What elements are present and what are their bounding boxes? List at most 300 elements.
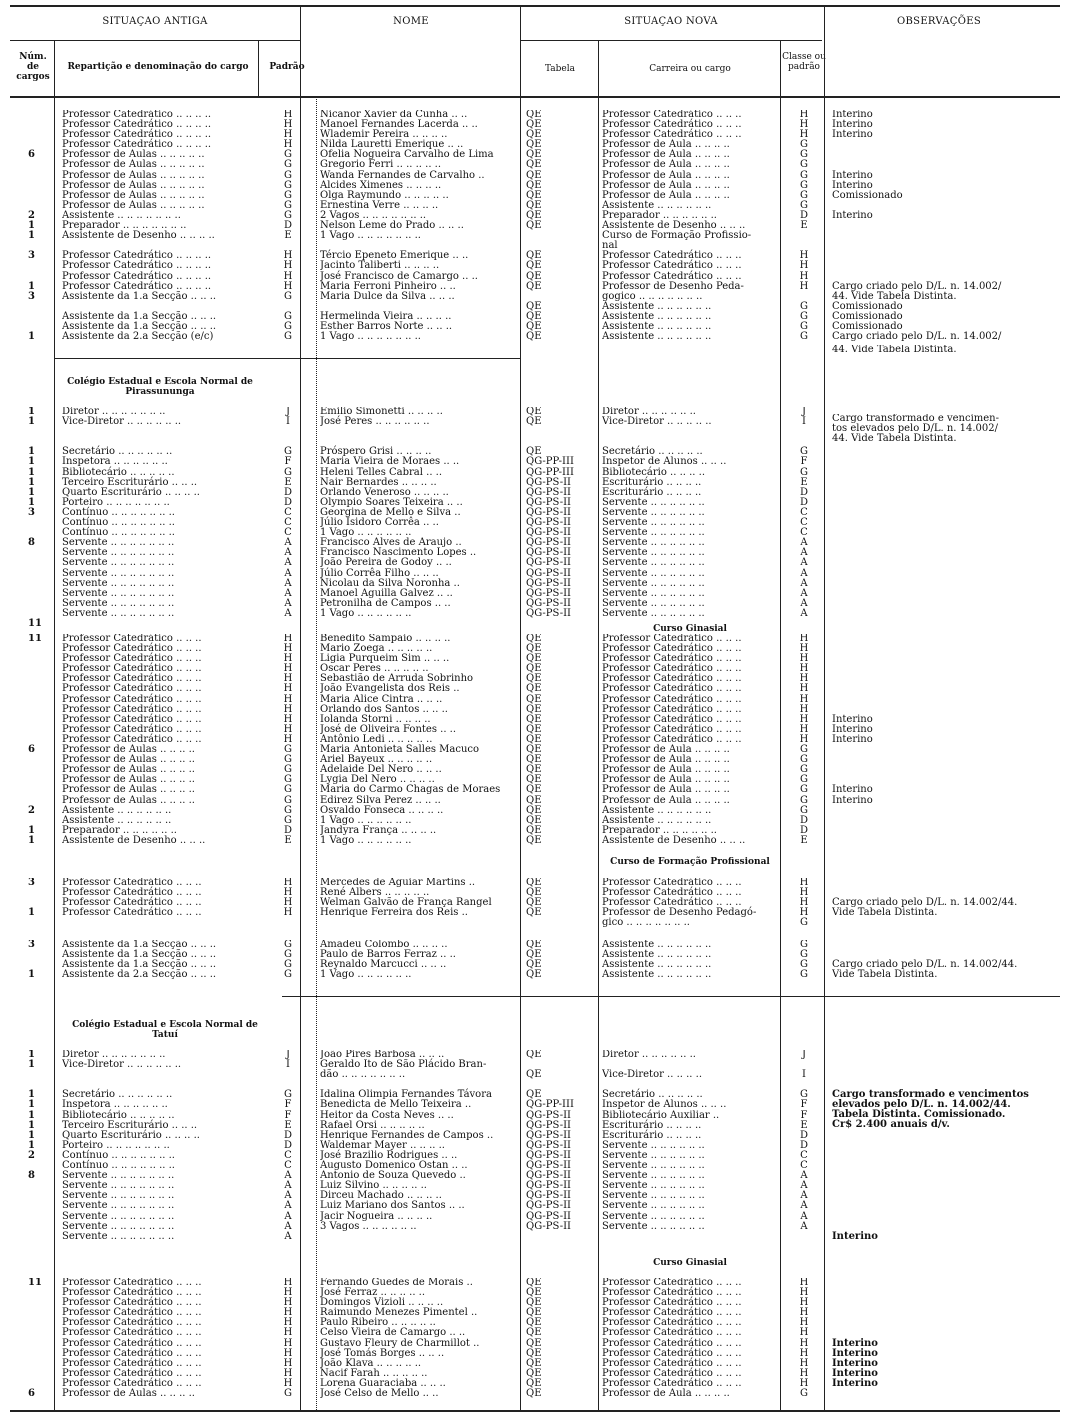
table-cell: [526, 427, 596, 437]
table-cell: I: [286, 416, 290, 428]
table-cell: Dirceu Machado .. .. .. ..: [320, 1190, 442, 1202]
table-cell: Professor de Aulas .. .. .. ..: [62, 774, 195, 786]
table-cell: Próspero Grisi .. .. .. ..: [320, 446, 432, 458]
table-cell: Vice-Diretor .. .. .. .. ..: [602, 416, 712, 428]
table-cell: 1: [28, 1139, 35, 1151]
table-cell: Francisco Alves de Araujo ..: [320, 537, 462, 549]
block3-nome: [320, 634, 516, 846]
table-cell: G: [284, 1388, 292, 1400]
table-cell: Servente .. .. .. .. .. .. ..: [62, 1230, 175, 1242]
table-cell: QE: [526, 683, 542, 695]
table-cell: Bibliotecário Auxiliar ..: [602, 1109, 720, 1121]
table-cell: 1: [28, 220, 35, 232]
table-cell: Cargo transformado e vencimentos: [832, 1089, 1029, 1101]
table-cell: H: [799, 1357, 809, 1369]
block1-observacoes: [832, 110, 1064, 342]
table-cell: Petronilha de Campos .. ..: [320, 597, 451, 609]
table-cell: Professor Catedrático .. .. ..: [602, 250, 742, 262]
table-cell: [28, 261, 56, 271]
table-cell: [832, 1151, 1064, 1161]
table-cell: QE: [526, 1347, 542, 1359]
table-cell: H: [799, 663, 809, 675]
table-cell: Tércio Epeneto Emerique .. ..: [320, 250, 469, 262]
table-cell: 3 Vagos .. .. .. .. .. ..: [320, 1220, 417, 1232]
table-cell: H: [283, 280, 293, 292]
table-cell: [28, 1201, 56, 1211]
table-cell: QE: [526, 179, 542, 191]
block2-observacoes: [832, 414, 1064, 444]
table-cell: QE: [526, 663, 542, 675]
block3-classe: [782, 634, 826, 846]
table-cell: Inspetora .. .. .. .. .. ..: [62, 456, 168, 468]
table-cell: Contínuo .. .. .. .. .. .. ..: [62, 506, 175, 518]
table-cell: QE: [526, 744, 542, 756]
table-cell: Professor Catedrático .. .. ..: [602, 683, 742, 695]
table-cell: Assistente da 1.a Secção .. .. ..: [62, 290, 217, 302]
table-cell: [832, 674, 1064, 684]
table-cell: A: [284, 597, 292, 609]
table-cell: Professor Catedrático .. .. ..: [602, 673, 742, 685]
table-cell: [28, 695, 56, 705]
table-cell: Contínuo .. .. .. .. .. .. ..: [62, 1160, 175, 1172]
table-cell: G: [800, 969, 808, 981]
table-cell: José Brazilio Rodrigues .. ..: [320, 1149, 458, 1161]
table-cell: [28, 1369, 56, 1379]
table-cell: Assistente .. .. .. .. .. ..: [602, 320, 712, 332]
table-cell: Professor Catedrático .. .. ..: [602, 1347, 742, 1359]
table-cell: [28, 1212, 56, 1222]
block1-classe: [782, 110, 826, 342]
rule-v-rep: [258, 40, 259, 96]
table-cell: G: [284, 814, 292, 826]
table-cell: Fernando Guedes de Morais ..: [320, 1278, 473, 1288]
table-cell: Professor de Aula .. .. .. ..: [602, 744, 730, 756]
table-cell: Maria Alice Cintra .. .. ..: [320, 693, 443, 705]
table-cell: QE: [526, 804, 542, 816]
table-cell: Nicanor Xavier da Cunha .. ..: [320, 110, 468, 120]
table-cell: QE: [526, 1278, 542, 1288]
table-cell: Geraldo Ito de São Plácido Bran-: [320, 1059, 487, 1071]
table-cell: A: [800, 557, 808, 569]
table-cell: A: [284, 1200, 292, 1212]
block7-classe: [782, 1278, 826, 1399]
table-cell: Antonio de Souza Quevedo ..: [320, 1170, 466, 1182]
table-cell: Professor de Aula .. .. .. ..: [602, 754, 730, 766]
table-cell: QE: [526, 969, 542, 981]
table-cell: QG-PS-II: [526, 527, 571, 539]
table-cell: H: [799, 703, 809, 715]
table-cell: Benedito Sampaio .. .. .. ..: [320, 634, 451, 644]
table-cell: Professor Catedrático .. .. ..: [602, 1278, 742, 1288]
table-cell: J: [285, 407, 290, 417]
table-cell: Heitor da Costa Neves .. ..: [320, 1109, 454, 1121]
section-curso-ginasial-2: Curso Ginasial: [653, 1258, 727, 1268]
table-cell: H: [283, 693, 293, 705]
block6-num: [28, 1050, 56, 1252]
table-cell: QE: [526, 220, 542, 232]
table-cell: D: [799, 814, 809, 826]
table-cell: QE: [526, 169, 542, 181]
table-cell: Servente .. .. .. .. .. .. ..: [62, 557, 175, 569]
rule-v-nome-inner: [316, 96, 317, 1410]
header-num-cargos: Núm. de cargos: [16, 52, 50, 82]
table-cell: [28, 1191, 56, 1201]
table-cell: 3: [28, 250, 35, 262]
table-cell: QE: [526, 1050, 542, 1060]
table-cell: [28, 765, 56, 775]
table-cell: [28, 191, 56, 201]
table-cell: Orlando dos Santos .. .. ..: [320, 703, 448, 715]
table-cell: 1: [28, 456, 35, 468]
table-cell: QE: [526, 209, 542, 221]
table-cell: Servente .. .. .. .. .. .. ..: [62, 607, 175, 619]
block4-reparticao: [62, 878, 260, 918]
table-cell: Interino: [832, 179, 873, 191]
table-cell: H: [799, 713, 809, 725]
table-cell: Nilda Lauretti Emerique .. ..: [320, 139, 464, 151]
table-cell: [28, 705, 56, 715]
table-cell: Professor de Desenho Peda-: [602, 280, 744, 292]
rule-v-tabela: [598, 40, 599, 1410]
table-cell: Professor de Aula .. .. .. ..: [602, 159, 730, 171]
table-cell: G: [800, 804, 808, 816]
table-cell: QE: [526, 1069, 542, 1081]
table-cell: [28, 725, 56, 735]
table-cell: A: [800, 1210, 808, 1222]
table-cell: H: [283, 887, 293, 899]
table-cell: A: [800, 537, 808, 549]
table-cell: [832, 1298, 1064, 1308]
table-cell: Benedicta de Mello Teixeira ..: [320, 1099, 472, 1111]
table-cell: gico .. .. .. .. .. .. ..: [602, 917, 690, 929]
table-cell: QE: [526, 824, 542, 836]
table-cell: QE: [526, 693, 542, 705]
table-cell: Professor Catedrático .. .. ..: [62, 713, 202, 725]
table-cell: Assistente .. .. .. .. .. ..: [602, 310, 712, 322]
block7-tabela: [526, 1278, 596, 1399]
table-cell: QE: [526, 320, 542, 332]
table-cell: A: [284, 537, 292, 549]
table-cell: [832, 1221, 1064, 1231]
block5-observacoes: [832, 950, 1064, 980]
table-cell: Professor de Aula .. .. .. ..: [602, 784, 730, 796]
table-cell: Antônio Ledi .. .. .. .. ..: [320, 733, 433, 745]
table-cell: [832, 1171, 1064, 1181]
table-cell: G: [284, 446, 292, 458]
table-cell: [28, 302, 56, 312]
table-cell: Professor Catedrático .. .. ..: [62, 878, 202, 888]
table-cell: Oscar Peres .. .. .. .. ..: [320, 663, 429, 675]
table-cell: [28, 518, 56, 528]
table-cell: QE: [526, 733, 542, 745]
table-cell: [62, 1070, 260, 1080]
table-cell: [28, 755, 56, 765]
block7-num: [28, 1278, 56, 1399]
table-cell: QE: [526, 887, 542, 899]
table-cell: Lygia Del Nero .. .. .. ..: [320, 774, 435, 786]
table-cell: QG-PS-II: [526, 567, 571, 579]
table-cell: Interino: [832, 794, 873, 806]
table-cell: [832, 826, 1064, 836]
table-cell: H: [283, 663, 293, 675]
table-cell: Bibliotecário .. .. .. ..: [602, 466, 706, 478]
table-cell: QG-PS-II: [526, 1129, 571, 1141]
table-cell: QE: [526, 416, 542, 428]
table-cell: 1: [28, 1129, 35, 1141]
table-cell: 1: [28, 1089, 35, 1101]
table-cell: Professor Catedrático .. .. ..: [602, 713, 742, 725]
table-cell: H: [283, 1287, 293, 1299]
table-cell: Cargo criado pelo D/L. n. 14.002/: [832, 280, 1002, 292]
table-cell: Assistente da 1.a Secção .. .. ..: [62, 940, 217, 950]
table-cell: [28, 1070, 56, 1080]
table-cell: Professor Catedrático .. .. .. ..: [62, 110, 212, 120]
table-cell: Professor Catedrático .. .. ..: [62, 723, 202, 735]
table-cell: [832, 836, 1064, 846]
table-cell: QE: [526, 129, 542, 141]
table-cell: A: [800, 1170, 808, 1182]
table-cell: H: [283, 878, 293, 888]
table-cell: Interino: [832, 129, 873, 141]
table-cell: Cargo transformado e vencimen-: [832, 414, 999, 424]
table-cell: Professor de Aulas .. .. .. .. ..: [62, 189, 205, 201]
table-cell: A: [284, 567, 292, 579]
table-cell: A: [800, 567, 808, 579]
table-cell: Assistente .. .. .. .. .. ..: [602, 949, 712, 961]
block6-nome: [320, 1050, 516, 1232]
table-cell: H: [799, 250, 809, 262]
table-cell: [526, 231, 596, 241]
table-cell: Professor Catedrático .. .. ..: [602, 260, 742, 272]
table-cell: 2: [28, 209, 35, 221]
table-cell: H: [799, 1367, 809, 1379]
table-cell: Olga Raymundo .. .. .. .. ..: [320, 189, 449, 201]
table-cell: Preparador .. .. .. .. .. ..: [602, 824, 717, 836]
table-cell: [28, 775, 56, 785]
table-cell: Servente .. .. .. .. .. ..: [602, 1220, 705, 1232]
table-cell: Interino: [832, 723, 873, 735]
table-cell: H: [283, 1297, 293, 1309]
table-cell: Assistente da 2.a Secção (e/c): [62, 331, 214, 343]
table-cell: Servente .. .. .. .. .. ..: [602, 557, 705, 569]
table-cell: 11: [28, 634, 42, 644]
table-cell: Professor Catedrático .. .. ..: [62, 1307, 202, 1319]
table-cell: Professor de Aula .. .. .. ..: [602, 179, 730, 191]
table-cell: [320, 427, 516, 437]
table-cell: [28, 569, 56, 579]
table-cell: [782, 231, 826, 241]
table-cell: Assistente .. .. .. .. .. ..: [602, 331, 712, 343]
table-cell: H: [799, 270, 809, 282]
table-cell: Professor Catedrático .. .. ..: [62, 693, 202, 705]
table-cell: [28, 950, 56, 960]
table-cell: G: [800, 764, 808, 776]
block4-tabela: [526, 878, 596, 918]
table-cell: Idalina Olimpia Fernandes Távora: [320, 1089, 492, 1101]
table-cell: 1: [28, 496, 35, 508]
table-cell: Júlio Isidoro Corrêa .. ..: [320, 517, 439, 529]
table-cell: H: [283, 1307, 293, 1319]
table-cell: Francisco Nascimento Lopes ..: [320, 547, 477, 559]
table-cell: A: [800, 607, 808, 619]
table-cell: Servente .. .. .. .. .. ..: [602, 496, 705, 508]
table-cell: H: [799, 1278, 809, 1288]
table-cell: Assistente .. .. .. .. .. ..: [602, 959, 712, 971]
block1-num: [28, 110, 56, 342]
table-cell: Professor Catedrático .. .. ..: [602, 1307, 742, 1319]
bottom-rule: [10, 1410, 1060, 1412]
table-cell: A: [800, 587, 808, 599]
table-cell: QE: [526, 774, 542, 786]
header-situacao-nova: SITUAÇAO NOVA: [624, 16, 718, 27]
table-cell: G: [284, 466, 292, 478]
table-cell: G: [800, 149, 808, 161]
table-cell: Assistente da 1.a Secção .. .. ..: [62, 310, 217, 322]
block7-observacoes: [832, 1278, 1064, 1399]
table-cell: Assistente de Desenho .. .. ..: [602, 834, 746, 846]
table-cell: Professor Catedrático .. .. ..: [602, 703, 742, 715]
table-cell: Professor Catedrático .. .. ..: [602, 733, 742, 745]
table-cell: [832, 261, 1064, 271]
table-cell: [832, 1141, 1064, 1151]
table-cell: José de Oliveira Fontes .. ..: [320, 723, 457, 735]
table-cell: G: [284, 949, 292, 961]
table-cell: Assistente de Desenho .. .. .. ..: [62, 230, 215, 242]
table-cell: Servente .. .. .. .. .. ..: [602, 567, 705, 579]
table-cell: [832, 1318, 1064, 1328]
table-cell: QE: [526, 189, 542, 201]
table-cell: D: [283, 220, 293, 232]
table-cell: Servente .. .. .. .. .. .. ..: [62, 537, 175, 549]
table-cell: René Albers .. .. .. .. ..: [320, 887, 430, 899]
table-cell: Wanda Fernandes de Carvalho ..: [320, 169, 485, 181]
table-cell: [28, 1328, 56, 1338]
table-cell: João Klava .. .. .. .. ..: [320, 1357, 422, 1369]
table-cell: José Ferraz .. .. .. .. ..: [320, 1287, 426, 1299]
table-cell: D: [283, 824, 293, 836]
table-cell: H: [283, 110, 293, 120]
table-cell: [28, 160, 56, 170]
table-cell: G: [800, 159, 808, 171]
table-cell: Escriturário .. .. .. ..: [602, 476, 702, 488]
block4-observacoes: [832, 878, 1064, 918]
table-cell: Servente .. .. .. .. .. .. ..: [62, 1210, 175, 1222]
table-cell: 2: [28, 804, 35, 816]
table-cell: Quarto Escriturário .. .. .. ..: [62, 486, 200, 498]
table-cell: Ernestina Verre .. .. .. ..: [320, 199, 439, 211]
table-cell: Secretário .. .. .. .. .. ..: [62, 1089, 173, 1101]
table-cell: Assistente de Desenho .. .. ..: [62, 834, 206, 846]
block4-carreira: [602, 878, 780, 928]
table-cell: [28, 579, 56, 589]
table-cell: H: [799, 634, 809, 644]
table-cell: H: [799, 907, 809, 919]
table-cell: [28, 110, 56, 120]
table-cell: [832, 684, 1064, 694]
table-cell: G: [284, 774, 292, 786]
table-cell: G: [284, 969, 292, 981]
table-cell: Assistente da 1.a Secção .. .. ..: [62, 959, 217, 971]
table-cell: João Pires Barbosa .. .. ..: [320, 1050, 445, 1060]
table-cell: [28, 599, 56, 609]
table-cell: Henrique Ferreira dos Reis ..: [320, 907, 468, 919]
table-cell: QE: [526, 794, 542, 806]
table-cell: 3: [28, 290, 35, 302]
table-cell: Interino: [832, 209, 873, 221]
table-cell: Raimundo Menezes Pimentel ..: [320, 1307, 478, 1319]
table-cell: Mercedes de Aguiar Martins ..: [320, 878, 476, 888]
table-cell: QE: [526, 280, 542, 292]
table-cell: Professor de Aula .. .. .. ..: [602, 794, 730, 806]
table-cell: H: [283, 643, 293, 655]
header-padrao: Padrão: [269, 62, 305, 72]
table-cell: [28, 684, 56, 694]
table-cell: José Tomás Borges .. .. ..: [320, 1347, 445, 1359]
table-cell: QG-PS-II: [526, 607, 571, 619]
table-cell: Interino: [832, 713, 873, 725]
table-cell: Inspetor de Alunos .. .. ..: [602, 1099, 727, 1111]
table-cell: QE: [526, 1388, 542, 1400]
table-cell: Nair Bernardes .. .. .. ..: [320, 476, 437, 488]
table-cell: QE: [526, 1297, 542, 1309]
table-cell: E: [284, 1119, 292, 1131]
table-cell: E: [800, 476, 808, 488]
table-cell: QE: [526, 1377, 542, 1389]
table-cell: A: [800, 547, 808, 559]
table-cell: Terceiro Escriturário .. .. ..: [62, 1119, 198, 1131]
block3-carreira: [602, 634, 780, 846]
table-cell: A: [284, 1210, 292, 1222]
table-cell: Amadeu Colombo .. .. .. ..: [320, 940, 448, 950]
table-cell: Servente .. .. .. .. .. ..: [602, 1170, 705, 1182]
table-cell: H: [283, 653, 293, 665]
table-cell: Celso Vieira de Camargo .. ..: [320, 1327, 466, 1339]
table-cell: Diretor .. .. .. .. .. .. ..: [62, 1050, 166, 1060]
table-cell: J: [801, 407, 806, 417]
table-cell: H: [283, 1377, 293, 1389]
block5-classe: [782, 940, 826, 980]
table-cell: Preparador .. .. .. .. .. ..: [602, 209, 717, 221]
table-cell: A: [284, 1190, 292, 1202]
table-cell: H: [799, 1327, 809, 1339]
table-cell: Professor Catedrático .. .. ..: [62, 897, 202, 909]
table-cell: 1: [28, 1109, 35, 1121]
table-cell: QE: [526, 723, 542, 735]
table-cell: [832, 634, 1064, 644]
table-cell: [832, 150, 1064, 160]
table-cell: QE: [526, 1327, 542, 1339]
table-cell: Professor de Desenho Pedagó-: [602, 907, 757, 919]
table-cell: QE: [526, 754, 542, 766]
table-cell: Domingos Vizioli .. .. .. ..: [320, 1297, 444, 1309]
table-cell: Porteiro .. .. .. .. .. .. ..: [62, 1139, 170, 1151]
table-cell: QG-PS-II: [526, 587, 571, 599]
table-cell: Professor de Aulas .. .. .. ..: [62, 744, 195, 756]
block7-nome: [320, 1278, 516, 1399]
table-cell: G: [800, 949, 808, 961]
block5-tabela: [526, 940, 596, 980]
table-cell: [28, 1288, 56, 1298]
table-cell: D: [799, 496, 809, 508]
table-cell: [832, 1191, 1064, 1201]
table-cell: Professor Catedrático .. .. ..: [602, 897, 742, 909]
table-cell: QE: [526, 149, 542, 161]
table-cell: elevados pelo D/L. n. 14.002/44.: [832, 1099, 1011, 1111]
table-cell: Professor Catedrático .. .. .. ..: [62, 280, 212, 292]
table-cell: Professor de Aulas .. .. .. .. ..: [62, 199, 205, 211]
table-cell: Professor Catedrático .. .. ..: [62, 1367, 202, 1379]
table-cell: QE: [526, 784, 542, 796]
